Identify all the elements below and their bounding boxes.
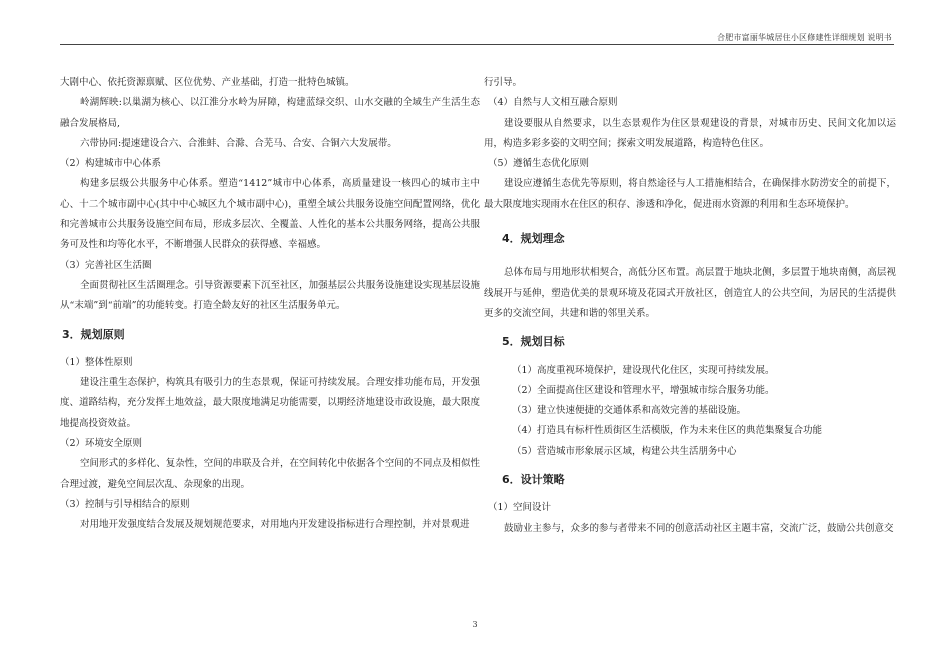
- page-number: 3: [472, 620, 478, 629]
- spacer: [484, 324, 896, 332]
- subsection-title: （1）整体性原则: [60, 356, 133, 368]
- section-heading: 5．规划目标: [502, 335, 565, 349]
- subsection-title: （2）环境安全原则: [60, 438, 143, 450]
- paragraph: 空间形式的多样化、复杂性，空间的串联及合并，在空间转化中依据各个空间的不同点及相似性合理过渡，避免空间层次乱、杂现象的出现。: [60, 458, 480, 490]
- paragraph: 六带协同:提速建设合六、合淮蚌、合滁、合芜马、合安、合铜六大发展带。: [80, 137, 397, 149]
- goal-item: （5）营造城市形象展示区域，构建公共生活朋务中心: [512, 445, 737, 457]
- section-heading: 6．设计策略: [502, 473, 565, 487]
- spacer: [484, 215, 896, 229]
- subsection-title: （2）构建城市中心体系: [60, 158, 162, 170]
- section-heading: 3．规划原则: [62, 327, 125, 341]
- spacer: [484, 353, 896, 361]
- paragraph: 大剧中心、依托资源禀赋、区位优势、产业基础，打造一批特色城镇。: [60, 77, 355, 88]
- paragraph: 行引导。: [484, 77, 523, 88]
- spacer: [60, 345, 480, 353]
- paragraph: 对用地开发强度结合发展及规划规范要求，对用地内开发建设指标进行合理控制，并对景观进: [80, 519, 470, 531]
- paragraph: 总体布局与用地形状相契合，高低分区布置。高层置于地块北侧，多层置于地块南侧，高层视线展开与延伸，塑造优美的景观环境及花园式开放社区，创造宜人的公共空间，为居民的生活提供更多的交流空间，共建和谐的邻里关系。: [484, 267, 896, 319]
- subsection-title: （1）空间设计: [488, 502, 552, 514]
- paragraph: 鼓励业主参与，众多的参与者带来不同的创意活动社区主题丰富，交流广泛，鼓励公共创意交: [504, 522, 894, 534]
- document-title: 合肥市富丽华城居住小区修建性详细规划 说明书: [717, 33, 892, 42]
- goal-item: （1）高度重视环境保护，建设现代化住区，实现可持续发展。: [512, 364, 775, 376]
- goal-item: （2）全面提高住区建设和管理水平，增强城市综合服务功能。: [512, 384, 775, 396]
- paragraph: 建设要服从自然要求，以生态景观作为住区景观建设的背景，对城市历史、民间文化加以运用，构造多彩多姿的文明空间；探索文明发展道路，构造特色住区。: [484, 117, 896, 149]
- paragraph: 建设注重生态保护，构筑具有吸引力的生态景观，保证可持续发展。合理安排功能布局，开发强度、道路结构，充分发挥土地效益，最大限度地满足功能需要，以期经济地建设市政设施，最大限度地提高投资效益。: [60, 377, 480, 429]
- goal-item: （3）建立快速便捷的交通体系和高效完善的基础设施。: [512, 405, 747, 417]
- header-divider: [60, 44, 894, 45]
- left-column: [60, 73, 480, 536]
- paragraph: 岭湖辉映:以巢湖为核心、以江淮分水岭为屏障，构建蓝绿交织、山水交融的全域生产生活生态融合发展格局,: [60, 97, 480, 129]
- paragraph: 建设应遵循生态优先等原则，将自然途径与人工措施相结合，在确保排水防涝安全的前提下，最大限度地实现雨水在住区的积存、渗透和净化，促进雨水资源的利用和生态环境保护。: [484, 178, 896, 210]
- subsection-title: （4）自然与人文相互融合原则: [488, 97, 618, 109]
- spacer: [60, 317, 480, 325]
- goal-item: （4）打造具有标杆性质街区生活模版，作为未来住区的典范集聚复合功能: [512, 425, 823, 437]
- section-heading: 4．规划理念: [502, 232, 565, 246]
- subsection-title: （3）控制与引导相结合的原则: [60, 498, 190, 510]
- spacer: [484, 462, 896, 470]
- right-column: [484, 73, 896, 539]
- spacer: [484, 249, 896, 263]
- spacer: [484, 490, 896, 498]
- paragraph: 全面贯彻社区生活圈理念。引导资源要素下沉至社区，加强基层公共服务设施建设实现基层设施从“末端”到“前端”的功能转变。打造全龄友好的社区生活服务单元。: [60, 279, 480, 312]
- subsection-title: （3）完善社区生活圈: [60, 259, 152, 271]
- page-header: [0, 0, 950, 44]
- paragraph: 构建多层级公共服务中心体系。塑造“1412”城市中心体系，高质量建设一核四心的城市主中心、十二个城市副中心(其中中心城区九个城市副中心)，重塑全域公共服务设施空间配置网络，优化和完善城市公共服务设施空间布局，形成多层次、全覆盖、人性化的基本公共服务网络，提高公共服务可及性和均等化水平，不断增强人民群众的获得感、幸福感。: [60, 178, 480, 251]
- subsection-title: （5）遵循生态优化原则: [488, 158, 590, 170]
